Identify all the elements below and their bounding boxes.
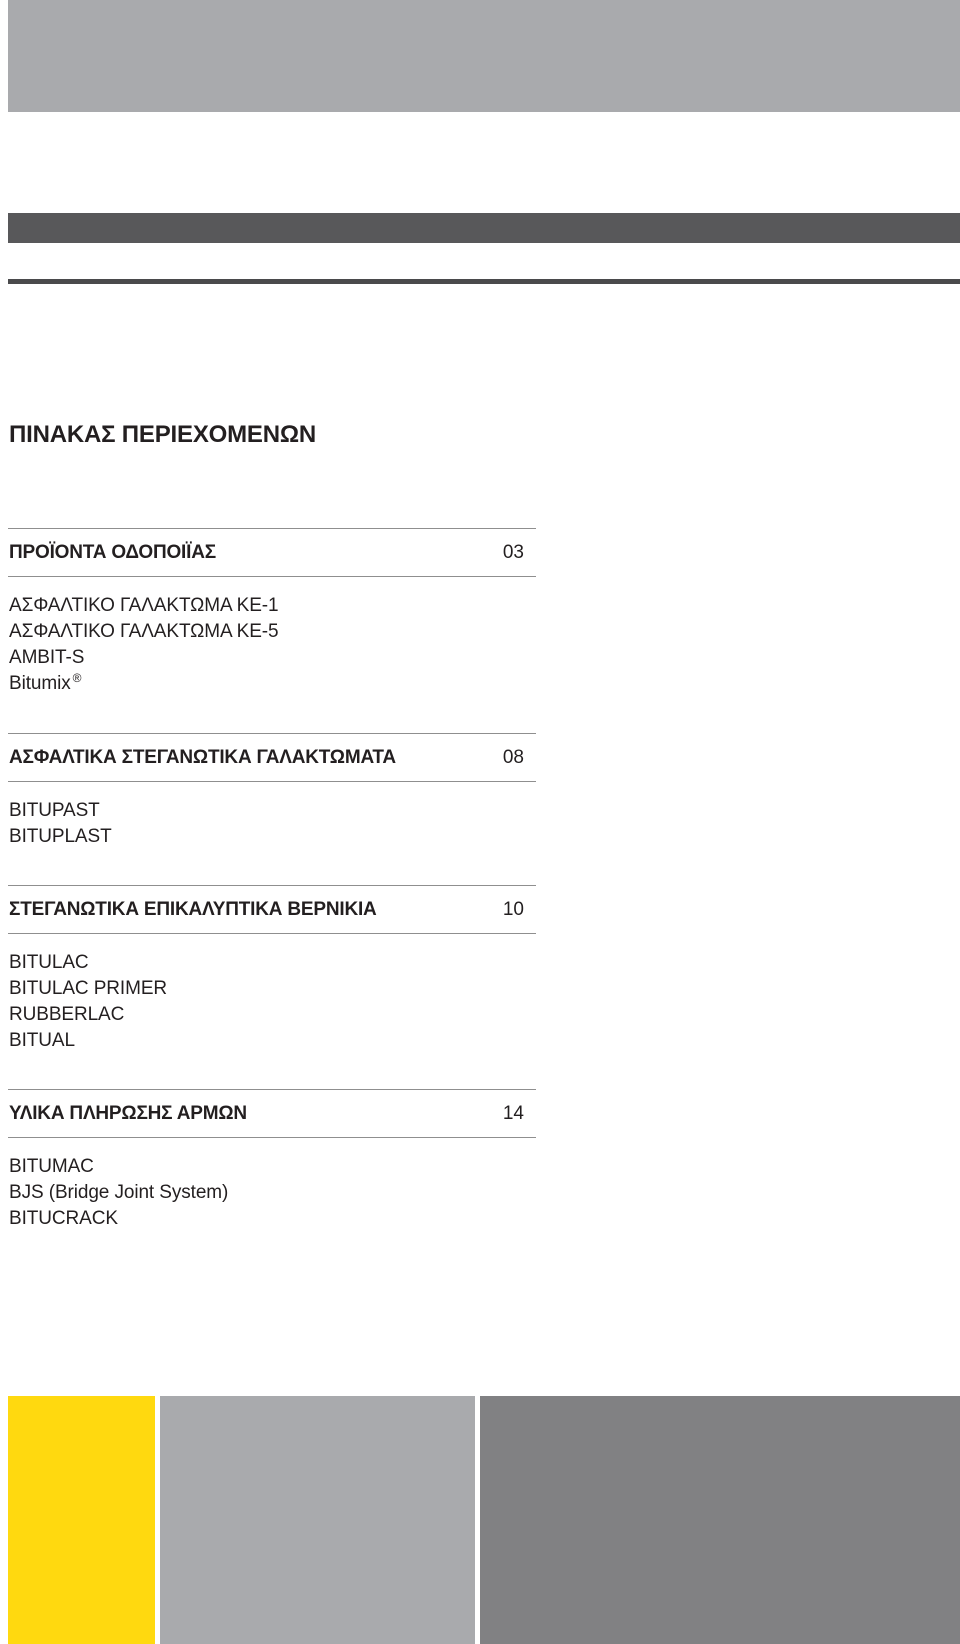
list-item: ΑΣΦΑΛΤΙΚΟ ΓΑΛΑΚΤΩΜΑ ΚΕ-1 <box>9 595 279 616</box>
section-header[interactable] <box>8 1089 536 1138</box>
top-rule <box>8 279 960 284</box>
section-items <box>8 1138 536 1232</box>
section-header[interactable] <box>8 528 536 577</box>
list-item: ΑΣΦΑΛΤΙΚΟ ΓΑΛΑΚΤΩΜΑ ΚΕ-5 <box>9 621 279 642</box>
registered-mark: ® <box>72 670 82 685</box>
list-item: RUBBERLAC <box>9 1004 125 1025</box>
section-items <box>8 782 536 850</box>
section-title: ΥΛΙΚΑ ΠΛΗΡΩΣΗΣ ΑΡΜΩΝ <box>9 1103 247 1124</box>
dark-grey-band <box>8 213 960 243</box>
section-items <box>8 934 536 1054</box>
list-item: BITUMAC <box>9 1156 94 1177</box>
toc-section-road-products <box>8 528 536 697</box>
toc-section-coating-varnishes <box>8 885 536 1054</box>
section-page-number: 08 <box>502 747 524 768</box>
list-item: BJS (Bridge Joint System) <box>9 1182 229 1203</box>
yellow-color-block <box>8 1396 155 1644</box>
section-header[interactable] <box>8 733 536 782</box>
dark-grey-color-block <box>480 1396 960 1644</box>
list-item: BITULAC PRIMER <box>9 978 168 999</box>
list-item: BITUPLAST <box>9 826 112 847</box>
section-title: ΠΡΟΪΟΝΤΑ ΟΔΟΠΟΙΪΑΣ <box>9 542 216 563</box>
list-item: BITULAC <box>9 952 89 973</box>
section-title: ΑΣΦΑΛΤΙΚΑ ΣΤΕΓΑΝΩΤΙΚΑ ΓΑΛΑΚΤΩΜΑΤΑ <box>9 747 396 768</box>
section-page-number: 10 <box>502 899 524 920</box>
list-item <box>9 671 536 697</box>
light-grey-color-block <box>160 1396 475 1644</box>
list-item: BITUPAST <box>9 800 100 821</box>
list-item: AMBIT-S <box>9 647 85 668</box>
list-item: BITUAL <box>9 1030 75 1051</box>
section-header[interactable] <box>8 885 536 934</box>
section-items <box>8 577 536 697</box>
top-grey-band <box>8 0 960 112</box>
page-title: ΠΙΝΑΚΑΣ ΠΕΡΙΕΧΟΜΕΝΩΝ <box>9 421 317 448</box>
section-page-number: 14 <box>502 1103 524 1124</box>
section-title: ΣΤΕΓΑΝΩΤΙΚΑ ΕΠΙΚΑΛΥΠΤΙΚΑ ΒΕΡΝΙΚΙΑ <box>9 899 377 920</box>
list-item-label: Bitumix <box>9 673 71 694</box>
toc-section-waterproofing-emulsions <box>8 733 536 850</box>
toc-section-joint-fillers <box>8 1089 536 1232</box>
list-item: BITUCRACK <box>9 1208 118 1229</box>
section-page-number: 03 <box>502 542 524 563</box>
